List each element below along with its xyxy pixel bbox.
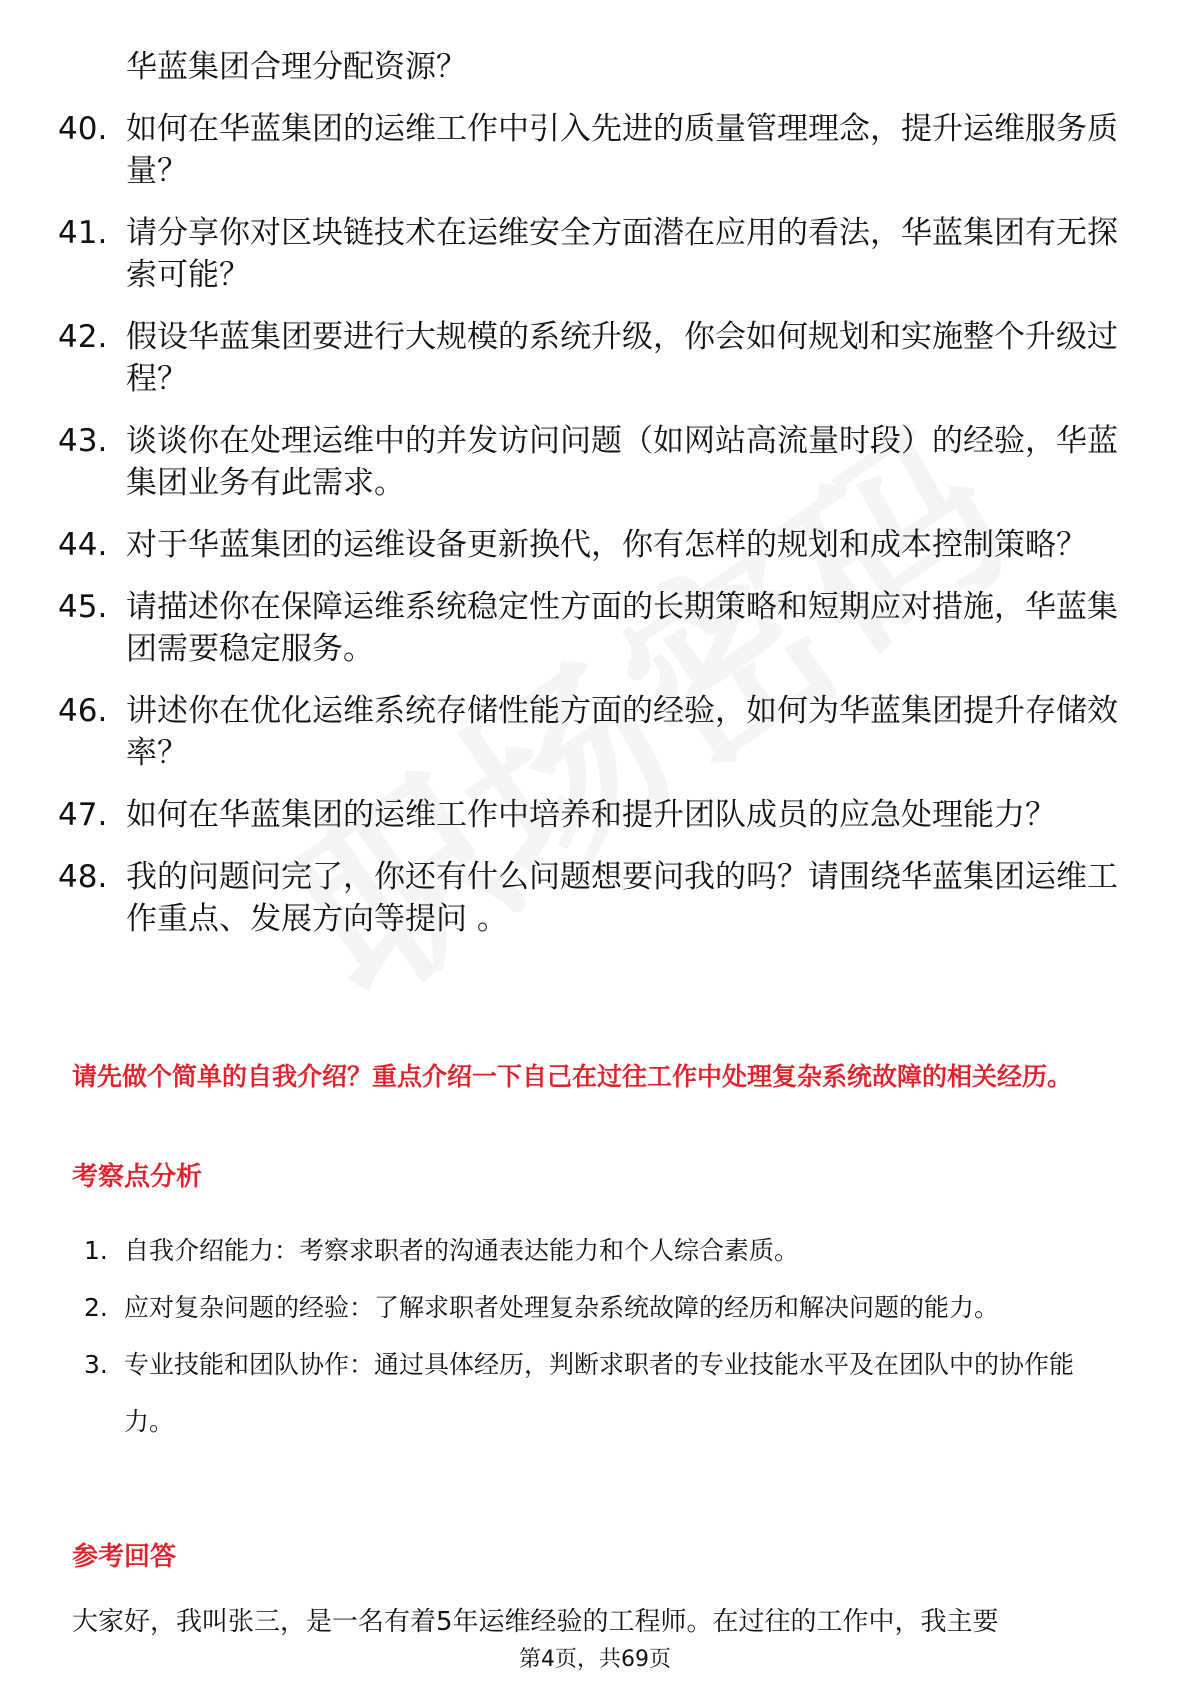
- question-item: [58, 212, 1118, 296]
- question-number: 46.: [58, 693, 108, 729]
- question-number: 43.: [58, 423, 108, 459]
- analysis-text: 自我介绍能力：考察求职者的沟通表达能力和个人综合素质。: [124, 1236, 800, 1265]
- question-item: [58, 856, 1118, 940]
- analysis-text: 应对复杂问题的经验：了解求职者处理复杂系统故障的经历和解决问题的能力。: [124, 1293, 1000, 1322]
- question-item: [58, 420, 1118, 504]
- question-number: 42.: [58, 319, 108, 355]
- question-number: 44.: [58, 527, 108, 563]
- question-item: [58, 690, 1118, 774]
- question-text: 讲述你在优化运维系统存储性能方面的经验，如何为华蓝集团提升存储效率？: [126, 693, 1118, 771]
- analysis-number: 1.: [84, 1236, 108, 1265]
- question-item: [58, 794, 1118, 836]
- analysis-number: 2.: [84, 1293, 108, 1322]
- answer-title: 参考回答: [72, 1542, 177, 1572]
- question-number: 41.: [58, 215, 108, 251]
- question-text: 如何在华蓝集团的运维工作中引入先进的质量管理理念，提升运维服务质量？: [126, 111, 1118, 189]
- question-item: [58, 316, 1118, 400]
- question-number: 48.: [58, 859, 108, 895]
- analysis-number: 3.: [84, 1350, 108, 1379]
- analysis-item: [84, 1336, 1114, 1450]
- question-text: 对于华蓝集团的运维设备更新换代，你有怎样的规划和成本控制策略？: [126, 527, 1087, 563]
- question-text: 请描述你在保障运维系统稳定性方面的长期策略和短期应对措施，华蓝集团需要稳定服务。: [126, 589, 1118, 667]
- question-text: 我的问题问完了，你还有什么问题想要问我的吗？请围绕华蓝集团运维工作重点、发展方向等提问 。: [126, 859, 1118, 937]
- question-text: 如何在华蓝集团的运维工作中培养和提升团队成员的应急处理能力？: [126, 797, 1056, 833]
- analysis-item: [84, 1279, 1114, 1336]
- question-continuation: 华蓝集团合理分配资源？: [126, 49, 467, 85]
- analysis-item: [84, 1222, 1114, 1279]
- question-number: 40.: [58, 111, 108, 147]
- question-number: 45.: [58, 589, 108, 625]
- question-item: [58, 524, 1118, 566]
- question-list: [58, 46, 1118, 960]
- analysis-list: [84, 1222, 1114, 1450]
- highlight-question: 请先做个简单的自我介绍？重点介绍一下自己在过往工作中处理复杂系统故障的相关经历。: [72, 1062, 1073, 1091]
- page-number: 第4页，共69页: [519, 1647, 671, 1672]
- question-item: [58, 586, 1118, 670]
- analysis-title: 考察点分析: [72, 1162, 203, 1192]
- question-item: [58, 108, 1118, 192]
- question-number: 47.: [58, 797, 108, 833]
- question-text: 请分享你对区块链技术在运维安全方面潜在应用的看法，华蓝集团有无探索可能？: [126, 215, 1118, 293]
- answer-text: 大家好，我叫张三，是一名有着5年运维经验的工程师。在过往的工作中，我主要: [72, 1607, 999, 1637]
- analysis-text: 专业技能和团队协作：通过具体经历，判断求职者的专业技能水平及在团队中的协作能力。: [124, 1350, 1075, 1436]
- question-text: 谈谈你在处理运维中的并发访问问题（如网站高流量时段）的经验，华蓝集团业务有此需求。: [126, 423, 1118, 501]
- question-text: 假设华蓝集团要进行大规模的系统升级，你会如何规划和实施整个升级过程？: [126, 319, 1118, 397]
